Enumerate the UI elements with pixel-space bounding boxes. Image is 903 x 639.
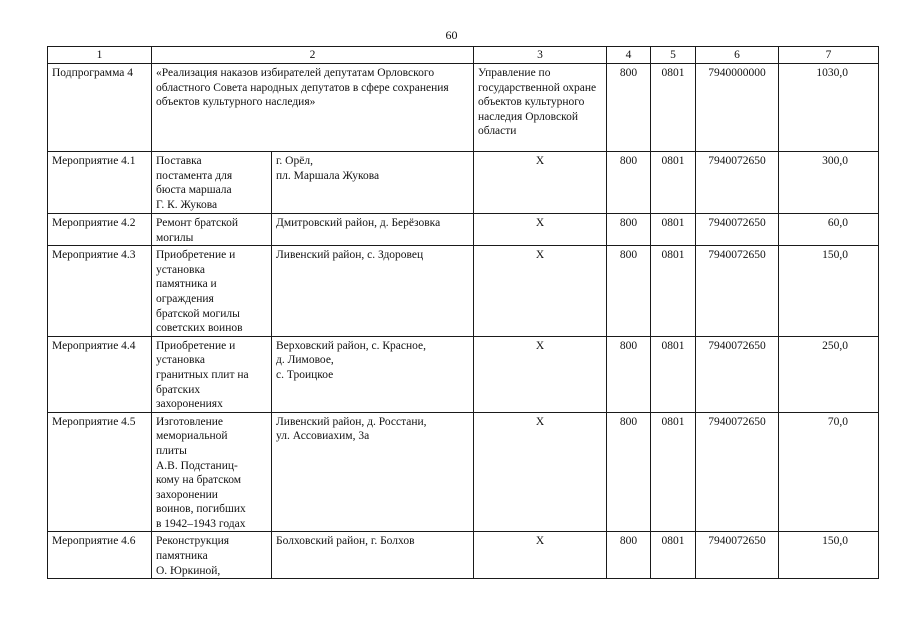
cell-col6: 7940072650 — [696, 214, 779, 246]
row-address: Ливенский район, с. Здоровец — [272, 246, 474, 337]
table-row — [48, 412, 879, 532]
cell-col7: 300,0 — [779, 152, 879, 214]
row-executor: Х — [474, 152, 607, 214]
row-executor: Х — [474, 336, 607, 412]
row-code: Мероприятие 4.5 — [48, 412, 152, 532]
table-row — [48, 336, 879, 412]
table-row — [48, 246, 879, 337]
subprogram-row — [48, 64, 879, 152]
cell-col6: 7940072650 — [696, 532, 779, 579]
row-name: Приобретение и установка гранитных плит на братских захоронениях — [152, 336, 272, 412]
row-name: Изготовление мемориальной плиты А.В. Подстаниц- кому на братском захоронении воинов, погибших в 1942–1943 годах — [152, 412, 272, 532]
cell-col6: 7940072650 — [696, 412, 779, 532]
row-name: Реконструкция памятника О. Юркиной, — [152, 532, 272, 579]
row-executor: Х — [474, 214, 607, 246]
page-number: 60 — [445, 28, 458, 42]
cell-col5: 0801 — [651, 412, 696, 532]
row-name: Поставка постамента для бюста маршала Г. К. Жукова — [152, 152, 272, 214]
column-header: 2 — [152, 47, 474, 64]
cell-col5: 0801 — [651, 64, 696, 152]
table-row — [48, 532, 879, 579]
cell-col7: 1030,0 — [779, 64, 879, 152]
table-row — [48, 214, 879, 246]
column-header: 1 — [48, 47, 152, 64]
column-header: 5 — [651, 47, 696, 64]
table-row — [48, 152, 879, 214]
subprogram-name: «Реализация наказов избирателей депутатам Орловского областного Совета народных депутатов в сфере сохранения объектов культурного наследия» — [152, 64, 474, 152]
column-header: 3 — [474, 47, 607, 64]
row-address: Болховский район, г. Болхов — [272, 532, 474, 579]
column-header: 4 — [607, 47, 651, 64]
cell-col7: 150,0 — [779, 532, 879, 579]
column-header: 7 — [779, 47, 879, 64]
row-name: Ремонт братской могилы — [152, 214, 272, 246]
cell-col4: 800 — [607, 64, 651, 152]
row-name: Приобретение и установка памятника и ограждения братской могилы советских воинов — [152, 246, 272, 337]
row-address: Верховский район, с. Красное, д. Лимовое, с. Троицкое — [272, 336, 474, 412]
cell-col5: 0801 — [651, 152, 696, 214]
cell-col4: 800 — [607, 214, 651, 246]
budget-table — [47, 46, 879, 579]
row-executor: Х — [474, 412, 607, 532]
row-code: Мероприятие 4.3 — [48, 246, 152, 337]
cell-col7: 60,0 — [779, 214, 879, 246]
row-code: Мероприятие 4.4 — [48, 336, 152, 412]
row-address: г. Орёл, пл. Маршала Жукова — [272, 152, 474, 214]
cell-col5: 0801 — [651, 214, 696, 246]
cell-col5: 0801 — [651, 246, 696, 337]
table-header-row — [48, 47, 879, 64]
cell-col7: 150,0 — [779, 246, 879, 337]
cell-col6: 7940072650 — [696, 152, 779, 214]
cell-col7: 250,0 — [779, 336, 879, 412]
cell-col4: 800 — [607, 336, 651, 412]
cell-col6: 7940000000 — [696, 64, 779, 152]
row-code: Мероприятие 4.6 — [48, 532, 152, 579]
cell-col6: 7940072650 — [696, 246, 779, 337]
cell-col4: 800 — [607, 412, 651, 532]
cell-col4: 800 — [607, 532, 651, 579]
cell-col5: 0801 — [651, 532, 696, 579]
subprogram-code: Подпрограмма 4 — [48, 64, 152, 152]
row-executor: Х — [474, 246, 607, 337]
subprogram-executor: Управление по государственной охране объектов культурного наследия Орловской области — [474, 64, 607, 152]
column-header: 6 — [696, 47, 779, 64]
cell-col5: 0801 — [651, 336, 696, 412]
row-address: Ливенский район, д. Росстани, ул. Ассовиахим, 3а — [272, 412, 474, 532]
row-executor: Х — [474, 532, 607, 579]
row-code: Мероприятие 4.2 — [48, 214, 152, 246]
row-address: Дмитровский район, д. Берёзовка — [272, 214, 474, 246]
cell-col7: 70,0 — [779, 412, 879, 532]
cell-col4: 800 — [607, 246, 651, 337]
cell-col4: 800 — [607, 152, 651, 214]
row-code: Мероприятие 4.1 — [48, 152, 152, 214]
cell-col6: 7940072650 — [696, 336, 779, 412]
